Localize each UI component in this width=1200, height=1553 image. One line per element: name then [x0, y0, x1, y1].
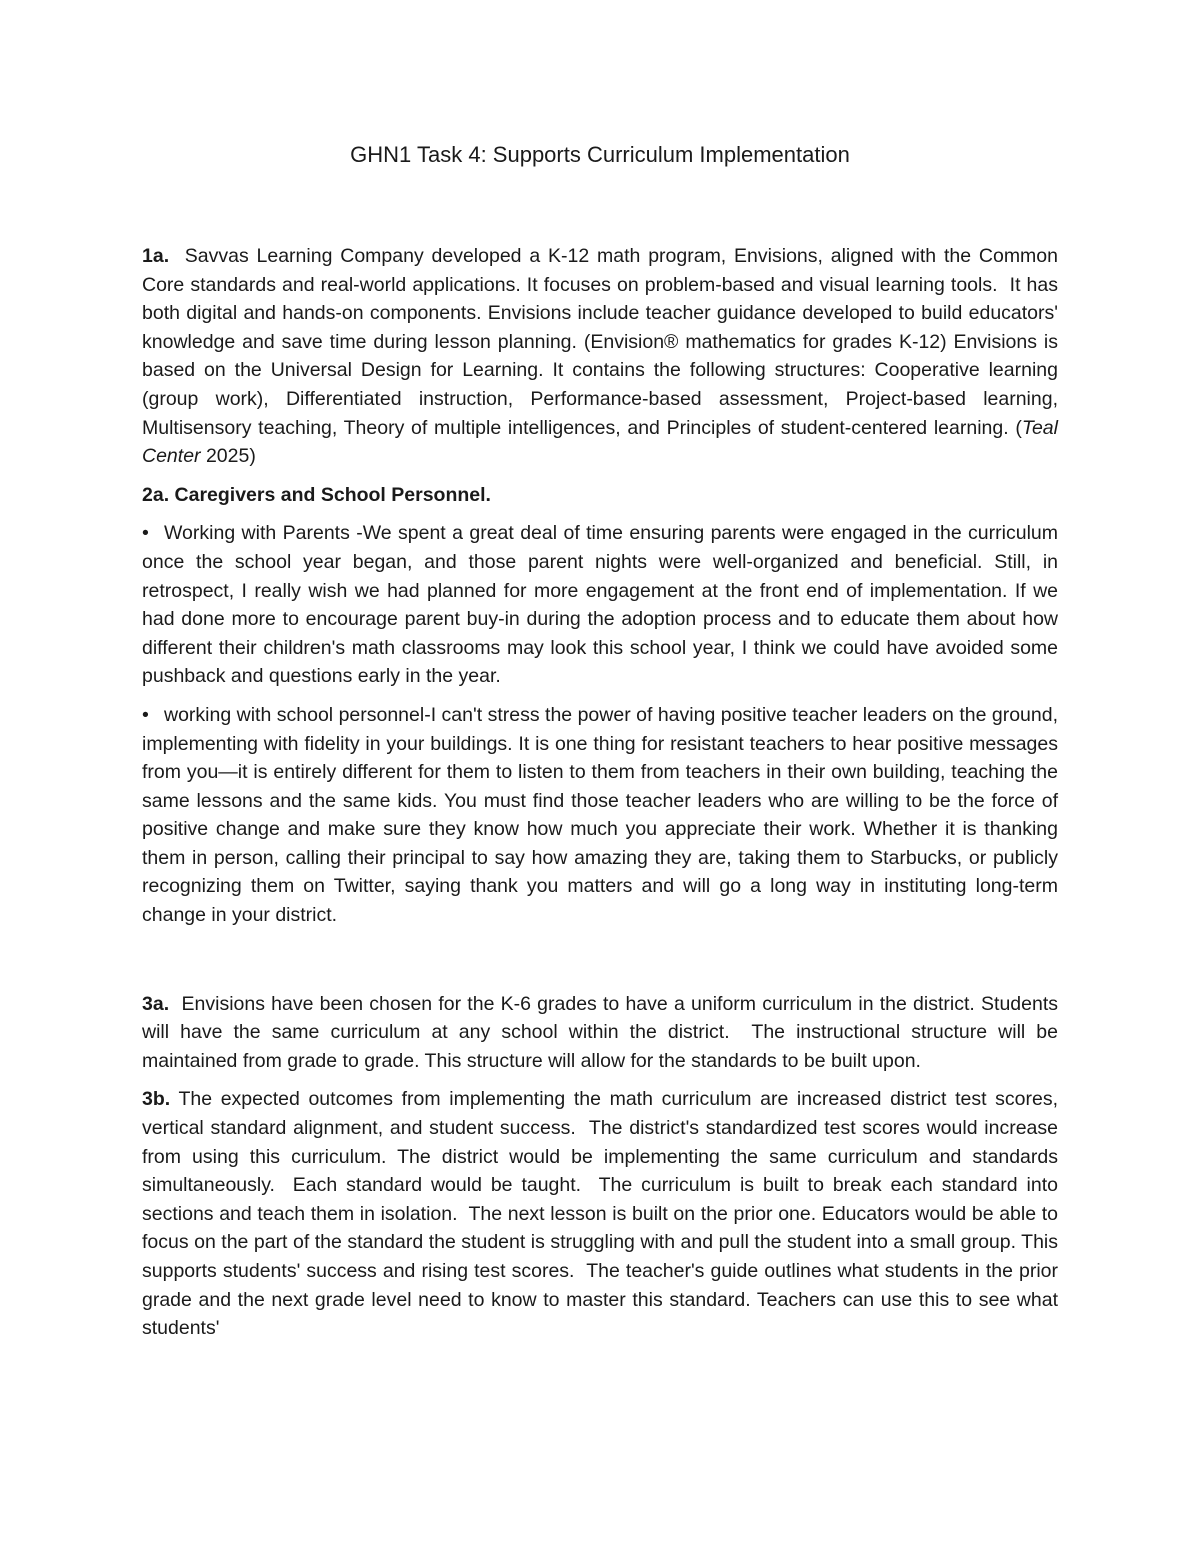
section-1a-label: 1a.	[142, 245, 170, 267]
bullet-icon: •	[142, 522, 149, 545]
section-3b-label: 3b.	[142, 1088, 171, 1111]
section-2a-heading: 2a. Caregivers and School Personnel.	[142, 483, 491, 506]
section-3a-label: 3a.	[142, 992, 170, 1015]
bullet-parents-text: Working with Parents -We spent a great deal of time ensuring parents were engaged in the curriculum once the school year began, and those parent nights were well-organized and beneficial. Still, in retrospect, I really wish we had planned for more engagement at the front end of implementation. If we had done more to encourage parent buy-in during the adoption process and to educate them about how different their children's math classrooms may look this school year, I think we could have avoided some pushback and questions early in the year.	[142, 522, 1058, 688]
section-1a	[142, 242, 1064, 471]
bullet-school-personnel-text: working with school personnel-I can't stress the power of having positive teacher leaders on the ground, implementing with fidelity in your buildings. It is one thing for resistant teachers to hear positive messages from you—it is entirely different for them to listen to them from teachers in their own building, teaching the same lessons and the same kids. You must find those teacher leaders who are willing to be the force of positive change and make sure they know how much you appreciate their work. Whether it is thanking them in person, calling their principal to say how amazing they are, taking them to Starbucks, or publicly recognizing them on Twitter, saying thank you matters and will go a long way in instituting long-term change in your district.	[142, 703, 1058, 927]
section-1a-text-end: 2025)	[200, 445, 256, 468]
section-spacer	[142, 940, 1058, 990]
section-1a-text: Savvas Learning Company developed a K-12 math program, Envisions, aligned with the Common Core standards and real-world applications. It focuses on problem-based and visual learning tools. It has both digital and hands-on components. Envisions include teacher guidance developed to build educators' knowledge and save time during lesson planning. (Envision® mathematics for grades K-12) Envisions is based on the Universal Design for Learning. It contains the following structures: Cooperative learning (group work), Differentiated instruction, Performance-based assessment, Project-based learning, Multisensory teaching, Theory of multiple intelligences, and Principles of student-centered learning. (	[142, 245, 1064, 439]
section-3a-text: Envisions have been chosen for the K-6 grades to have a uniform curriculum in the district. Students will have the same curriculum at any school within the district. The instructional structure will be maintained from grade to grade. This structure will allow for the standards to be built upon.	[142, 992, 1064, 1072]
section-3a	[142, 990, 1064, 1076]
document-page	[142, 138, 1064, 1353]
bullet-school-personnel	[142, 701, 1058, 930]
bullet-icon: •	[142, 703, 149, 726]
document-title: GHN1 Task 4: Supports Curriculum Implementation	[350, 142, 850, 167]
section-1a-citation-italic: Teal Center	[142, 416, 1064, 468]
section-3b-text: The expected outcomes from implementing the math curriculum are increased district test scores, vertical standard alignment, and student success. The district's standardized test scores would increase from using this curriculum. The district would be implementing the same curriculum and standards simultaneously. Each standard would be taught. The curriculum is built to break each standard into sections and teach them in isolation. The next lesson is built on the prior one. Educators would be able to focus on the part of the standard the student is struggling with and pull the student into a small group. This supports students' success and rising test scores. The teacher's guide outlines what students in the prior grade and the next grade level need to know to master this standard. Teachers can use this to see what students'	[142, 1088, 1064, 1340]
section-3b	[142, 1085, 1064, 1342]
bullet-parents	[142, 519, 1058, 691]
